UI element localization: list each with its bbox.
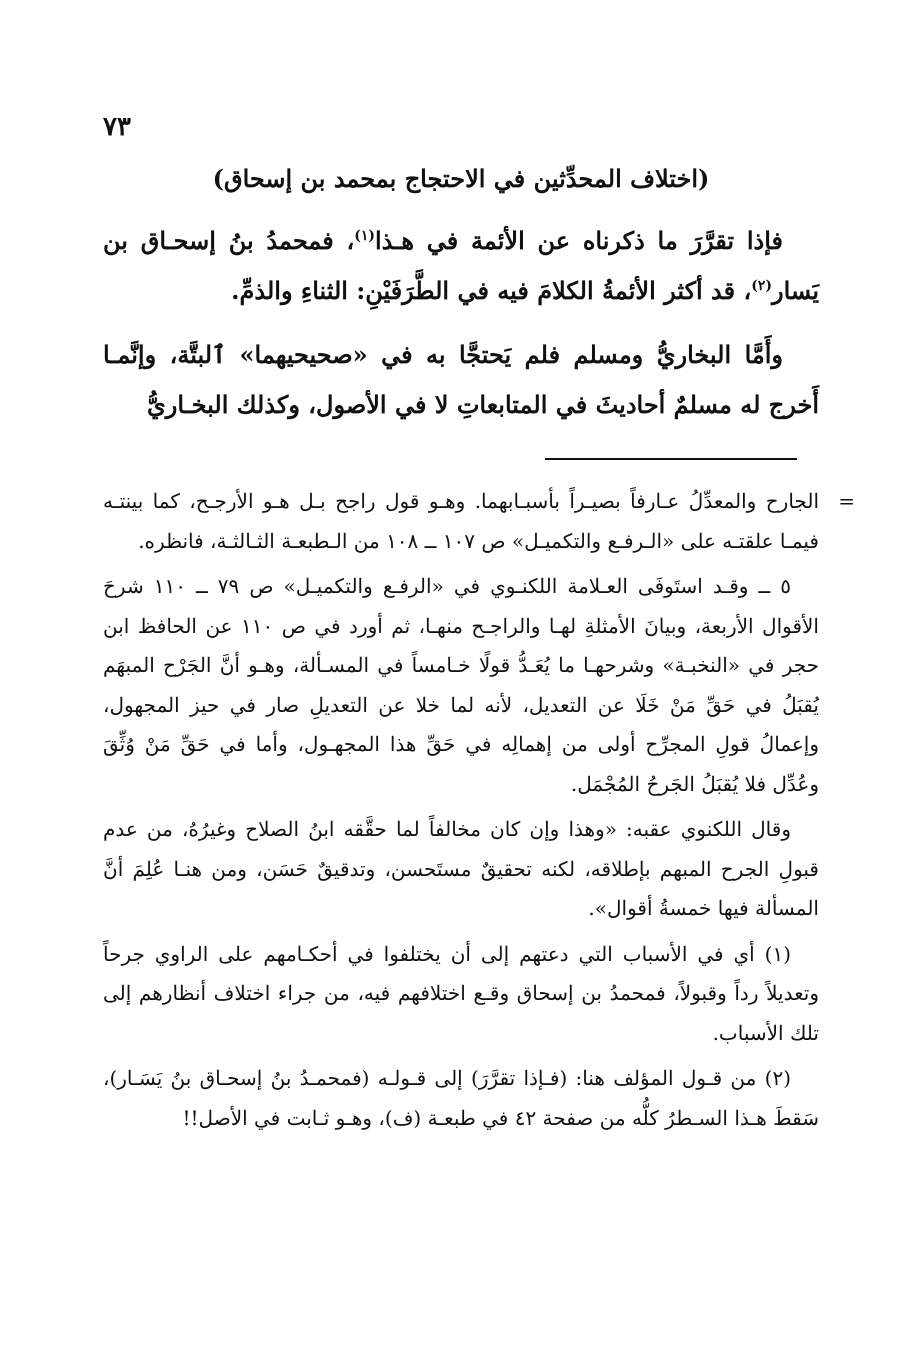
section-heading: (اختلاف المحدِّثين في الاحتجاج بمحمد بن إسحاق): [212, 164, 710, 193]
main-p1-part-c: ، قد أكثر الأئمةُ الكلامَ فيه في الطَّرَفَيْنِ: الثناءِ والذمِّ.: [231, 276, 752, 305]
footnote-ref-1: (١): [354, 228, 376, 244]
footnote-ref-2: (٢): [751, 278, 772, 294]
continuation-mark: =: [838, 489, 855, 513]
footnote-1: (١) أي في الأسباب التي دعتهم إلى أن يختلفوا في أحكـامهم على الراوي جرحاً وتعديلاً رداً وقبولاً، فمحمدُ بن إسحاق وقـع اختلافهم فيه، من جراء اختلاف أنظارهم إلى تلك الأسباب.: [103, 941, 819, 1045]
footnote-continuation: [103, 482, 855, 561]
page-number: ٧٣: [103, 112, 131, 142]
footnote-item-5: ٥ ــ وقـد استَوفَى العـلامة اللكنـوي في «الرفـع والتكميـل» ص ٧٩ ــ ١١٠ شرحَ الأقوال الأربعة، وبيانَ الأمثلةِ لهـا والراجـح منهـا، ثم أورد في ص ١١٠ عن الحافظ ابن حجر في «النخبـة» وشرحهـا ما يُعَـدُّ قولًا خـامساً في المسـألة، وهـو أنَّ الجَرْح المبهَم يُقبَلُ في حَقِّ مَنْ خَلَا عن التعديل، لأنه لما خلا عن التعديلِ صار في حيز المجهول، وإعمالُ قولِ المجرِّح أولى من إهمالِه في حَقِّ هذا المجهـول، وأما في حَقِّ مَنْ وُثِّقَ وعُدِّل فلا يُقبَلُ الجَرحُ المُجْمَل.: [103, 574, 819, 796]
main-p1-part-b: ، فمحمدُ بنُ إسحـاق بن يَسار: [103, 226, 819, 305]
footnote-laknawi-quote: وقال اللكنوي عقبه: «وهذا وإن كان مخالفاً لما حقَّقه ابنُ الصلاح وغيرُهُ، من عدم قبولِ الجرح المبهم بإطلاقه، لكنه تحقيقٌ مستَحسن، وتدقيقٌ حَسَن، ومن هنـا عُلِمَ أنَّ المسألة فيها خمسةُ أقوال».: [103, 817, 819, 920]
main-paragraph-1: [103, 216, 819, 316]
footnote-continuation-text: الجارح والمعدِّلُ عـارفاً بصيـراً بأسبـابهما. وهـو قول راجح بـل هـو الأرجـح، كما بينتـه فيمـا علقتـه على «الـرفـع والتكميـل» ص ١٠٧ ــ ١٠٨ من الـطبعـة الثـالثـة، فانظره.: [103, 489, 819, 553]
main-p1-part-a: فإذا تقرَّرَ ما ذكرناه عن الأئمة في هـذا: [375, 226, 783, 255]
footnotes: [103, 482, 855, 1138]
main-paragraph-2: وأَمَّا البخاريُّ ومسلم فلم يَحتجَّا به في «صحيحيهما» ٱلبتَّة، وإنَّمـا أَخرج له مسلمٌ أحاديثَ في المتابعاتِ لا في الأصول، وكذلك البخـاريُّ: [103, 340, 819, 419]
footnote-separator: [545, 458, 797, 460]
footnote-2: (٢) من قـول المؤلف هنا: (فـإذا تقرَّرَ) إلى قـولـه (فمحمـدُ بنُ إسحـاق بنُ يَسَـار)، سَقطَ هـذا السـطرُ كلُّه من صفحة ٤٢ في طبعـة (ف)، وهـو ثـابت في الأصل!!: [103, 1066, 819, 1130]
main-text: [103, 216, 819, 430]
